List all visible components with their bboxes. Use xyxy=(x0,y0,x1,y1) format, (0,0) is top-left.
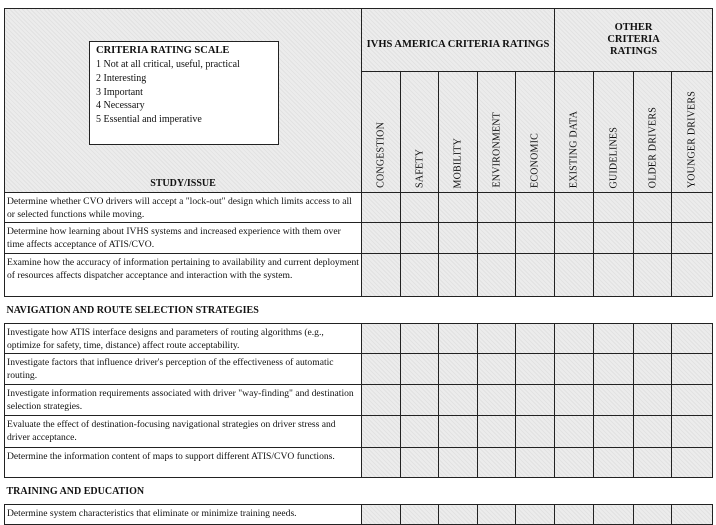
column-label: ECONOMIC xyxy=(529,133,541,188)
column-label: YOUNGER DRIVERS xyxy=(686,90,698,188)
rating-cell-congestion[interactable] xyxy=(362,254,401,297)
criteria-rating-scale-box xyxy=(89,41,279,145)
rating-cell-environment[interactable] xyxy=(478,416,516,448)
rating-cell-mobility[interactable] xyxy=(439,416,478,448)
rating-cell-safety[interactable] xyxy=(401,448,439,478)
table-row xyxy=(5,448,713,478)
rating-cell-younger-drivers[interactable] xyxy=(672,193,713,223)
rating-cell-older-drivers[interactable] xyxy=(634,448,672,478)
study-issue-text: Determine the information content of maps to support different ATIS/CVO functions. xyxy=(5,448,362,478)
rating-cell-environment[interactable] xyxy=(478,324,516,354)
column-label: EXISTING DATA xyxy=(568,110,580,188)
column-header-mobility xyxy=(439,72,478,193)
ivhs-group-label: IVHS AMERICA CRITERIA RATINGS xyxy=(366,39,550,50)
scale-item: 4 Necessary xyxy=(96,100,145,112)
rating-cell-congestion[interactable] xyxy=(362,505,401,525)
study-issue-text: Determine whether CVO drivers will accept a "lock-out" design which limits access to all or selected functions while moving. xyxy=(5,193,362,223)
scale-item: 5 Essential and imperative xyxy=(96,114,202,126)
rating-cell-environment[interactable] xyxy=(478,254,516,297)
rating-cell-guidelines[interactable] xyxy=(594,354,634,385)
rating-cell-existing-data[interactable] xyxy=(555,254,594,297)
study-issue-label: STUDY/ISSUE xyxy=(150,178,216,189)
other-group-line: CRITERIA xyxy=(607,34,660,45)
rating-cell-congestion[interactable] xyxy=(362,324,401,354)
criteria-rating-table xyxy=(4,8,713,525)
study-issue-text: Investigate how ATIS interface designs and parameters of routing algorithms (e.g., optimize for safety, time, distance) affect route acceptability. xyxy=(5,324,362,354)
rating-cell-safety[interactable] xyxy=(401,385,439,416)
section-heading-training: TRAINING AND EDUCATION xyxy=(5,478,713,505)
column-header-safety xyxy=(401,72,439,193)
scale-title: CRITERIA RATING SCALE xyxy=(96,45,230,56)
table-row xyxy=(5,193,713,223)
rating-cell-congestion[interactable] xyxy=(362,223,401,254)
column-label: OLDER DRIVERS xyxy=(647,106,659,188)
section-row xyxy=(5,478,713,505)
study-issue-text: Investigate factors that influence driver's perception of the effectiveness of automatic routing. xyxy=(5,354,362,385)
column-header-environment xyxy=(478,72,516,193)
rating-cell-existing-data[interactable] xyxy=(555,223,594,254)
column-label: CONGESTION xyxy=(375,122,387,188)
rating-cell-economic[interactable] xyxy=(516,416,555,448)
rating-cell-economic[interactable] xyxy=(516,505,555,525)
rating-cell-guidelines[interactable] xyxy=(594,324,634,354)
section-row xyxy=(5,297,713,324)
section-heading-navigation: NAVIGATION AND ROUTE SELECTION STRATEGIES xyxy=(5,297,713,324)
rating-cell-safety[interactable] xyxy=(401,505,439,525)
rating-cell-economic[interactable] xyxy=(516,223,555,254)
rating-cell-older-drivers[interactable] xyxy=(634,223,672,254)
rating-cell-environment[interactable] xyxy=(478,354,516,385)
rating-cell-younger-drivers[interactable] xyxy=(672,505,713,525)
study-issue-header-cell xyxy=(5,9,362,193)
column-header-economic xyxy=(516,72,555,193)
rating-cell-existing-data[interactable] xyxy=(555,324,594,354)
rating-cell-safety[interactable] xyxy=(401,223,439,254)
rating-cell-younger-drivers[interactable] xyxy=(672,324,713,354)
rating-cell-economic[interactable] xyxy=(516,385,555,416)
rating-cell-existing-data[interactable] xyxy=(555,354,594,385)
rating-cell-economic[interactable] xyxy=(516,193,555,223)
column-header-older-drivers xyxy=(634,72,672,193)
rating-cell-guidelines[interactable] xyxy=(594,505,634,525)
rating-cell-mobility[interactable] xyxy=(439,324,478,354)
other-group-line: OTHER xyxy=(614,22,653,33)
rating-cell-economic[interactable] xyxy=(516,448,555,478)
table-row xyxy=(5,416,713,448)
rating-cell-existing-data[interactable] xyxy=(555,416,594,448)
scale-item: 2 Interesting xyxy=(96,72,147,84)
rating-cell-mobility[interactable] xyxy=(439,193,478,223)
rating-cell-congestion[interactable] xyxy=(362,448,401,478)
rating-cell-safety[interactable] xyxy=(401,193,439,223)
rating-cell-safety[interactable] xyxy=(401,324,439,354)
rating-cell-older-drivers[interactable] xyxy=(634,505,672,525)
rating-cell-existing-data[interactable] xyxy=(555,448,594,478)
rating-cell-mobility[interactable] xyxy=(439,385,478,416)
rating-cell-mobility[interactable] xyxy=(439,223,478,254)
rating-cell-guidelines[interactable] xyxy=(594,254,634,297)
column-label: SAFETY xyxy=(414,149,425,188)
rating-cell-guidelines[interactable] xyxy=(594,193,634,223)
scale-item: 3 Important xyxy=(96,86,143,98)
rating-cell-environment[interactable] xyxy=(478,223,516,254)
rating-cell-younger-drivers[interactable] xyxy=(672,223,713,254)
rating-cell-guidelines[interactable] xyxy=(594,223,634,254)
rating-cell-guidelines[interactable] xyxy=(594,416,634,448)
rating-cell-economic[interactable] xyxy=(516,354,555,385)
rating-cell-mobility[interactable] xyxy=(439,505,478,525)
study-issue-text: Determine how learning about IVHS systems and increased experience with them over time affects acceptance of ATIS/CVO. xyxy=(5,223,362,254)
rating-cell-younger-drivers[interactable] xyxy=(672,416,713,448)
rating-cell-guidelines[interactable] xyxy=(594,385,634,416)
rating-cell-economic[interactable] xyxy=(516,324,555,354)
study-issue-text: Evaluate the effect of destination-focusing navigational strategies on driver stress and driver acceptance. xyxy=(5,416,362,448)
rating-cell-safety[interactable] xyxy=(401,254,439,297)
rating-cell-safety[interactable] xyxy=(401,416,439,448)
column-header-existing-data xyxy=(555,72,594,193)
column-header-younger-drivers xyxy=(672,72,713,193)
scale-item: 1 Not at all critical, useful, practical xyxy=(96,59,240,70)
rating-cell-mobility[interactable] xyxy=(439,448,478,478)
column-header-guidelines xyxy=(594,72,634,193)
other-group-line: RATINGS xyxy=(610,46,658,57)
rating-cell-congestion[interactable] xyxy=(362,416,401,448)
study-issue-text: Investigate information requirements associated with driver "way-finding" and destination selection strategies. xyxy=(5,385,362,416)
rating-cell-older-drivers[interactable] xyxy=(634,193,672,223)
table-row xyxy=(5,505,713,525)
rating-cell-guidelines[interactable] xyxy=(594,448,634,478)
rating-cell-existing-data[interactable] xyxy=(555,505,594,525)
rating-cell-younger-drivers[interactable] xyxy=(672,354,713,385)
column-label: MOBILITY xyxy=(452,137,464,188)
rating-cell-existing-data[interactable] xyxy=(555,385,594,416)
rating-cell-congestion[interactable] xyxy=(362,385,401,416)
rating-cell-younger-drivers[interactable] xyxy=(672,448,713,478)
table-row xyxy=(5,354,713,385)
table-row xyxy=(5,324,713,354)
rating-cell-younger-drivers[interactable] xyxy=(672,385,713,416)
rating-cell-older-drivers[interactable] xyxy=(634,354,672,385)
rating-cell-environment[interactable] xyxy=(478,193,516,223)
rating-cell-existing-data[interactable] xyxy=(555,193,594,223)
rating-cell-safety[interactable] xyxy=(401,354,439,385)
table-row xyxy=(5,385,713,416)
rating-cell-economic[interactable] xyxy=(516,254,555,297)
rating-cell-environment[interactable] xyxy=(478,385,516,416)
study-issue-text: Determine system characteristics that eliminate or minimize training needs. xyxy=(5,505,362,525)
rating-cell-congestion[interactable] xyxy=(362,193,401,223)
rating-cell-older-drivers[interactable] xyxy=(634,324,672,354)
rating-cell-older-drivers[interactable] xyxy=(634,385,672,416)
other-group-header xyxy=(555,9,713,72)
rating-cell-environment[interactable] xyxy=(478,448,516,478)
column-label: ENVIRONMENT xyxy=(491,112,502,188)
ivhs-group-header xyxy=(362,9,555,72)
column-header-congestion xyxy=(362,72,401,193)
rating-cell-older-drivers[interactable] xyxy=(634,416,672,448)
rating-cell-older-drivers[interactable] xyxy=(634,254,672,297)
column-label: GUIDELINES xyxy=(608,126,620,188)
rating-cell-environment[interactable] xyxy=(478,505,516,525)
rating-cell-younger-drivers[interactable] xyxy=(672,254,713,297)
table-row xyxy=(5,223,713,254)
rating-cell-congestion[interactable] xyxy=(362,354,401,385)
rating-cell-mobility[interactable] xyxy=(439,254,478,297)
rating-cell-mobility[interactable] xyxy=(439,354,478,385)
table-row xyxy=(5,254,713,297)
study-issue-text: Examine how the accuracy of information pertaining to availability and current deployment of resources affects dispatcher acceptance and interaction with the system. xyxy=(5,254,362,297)
